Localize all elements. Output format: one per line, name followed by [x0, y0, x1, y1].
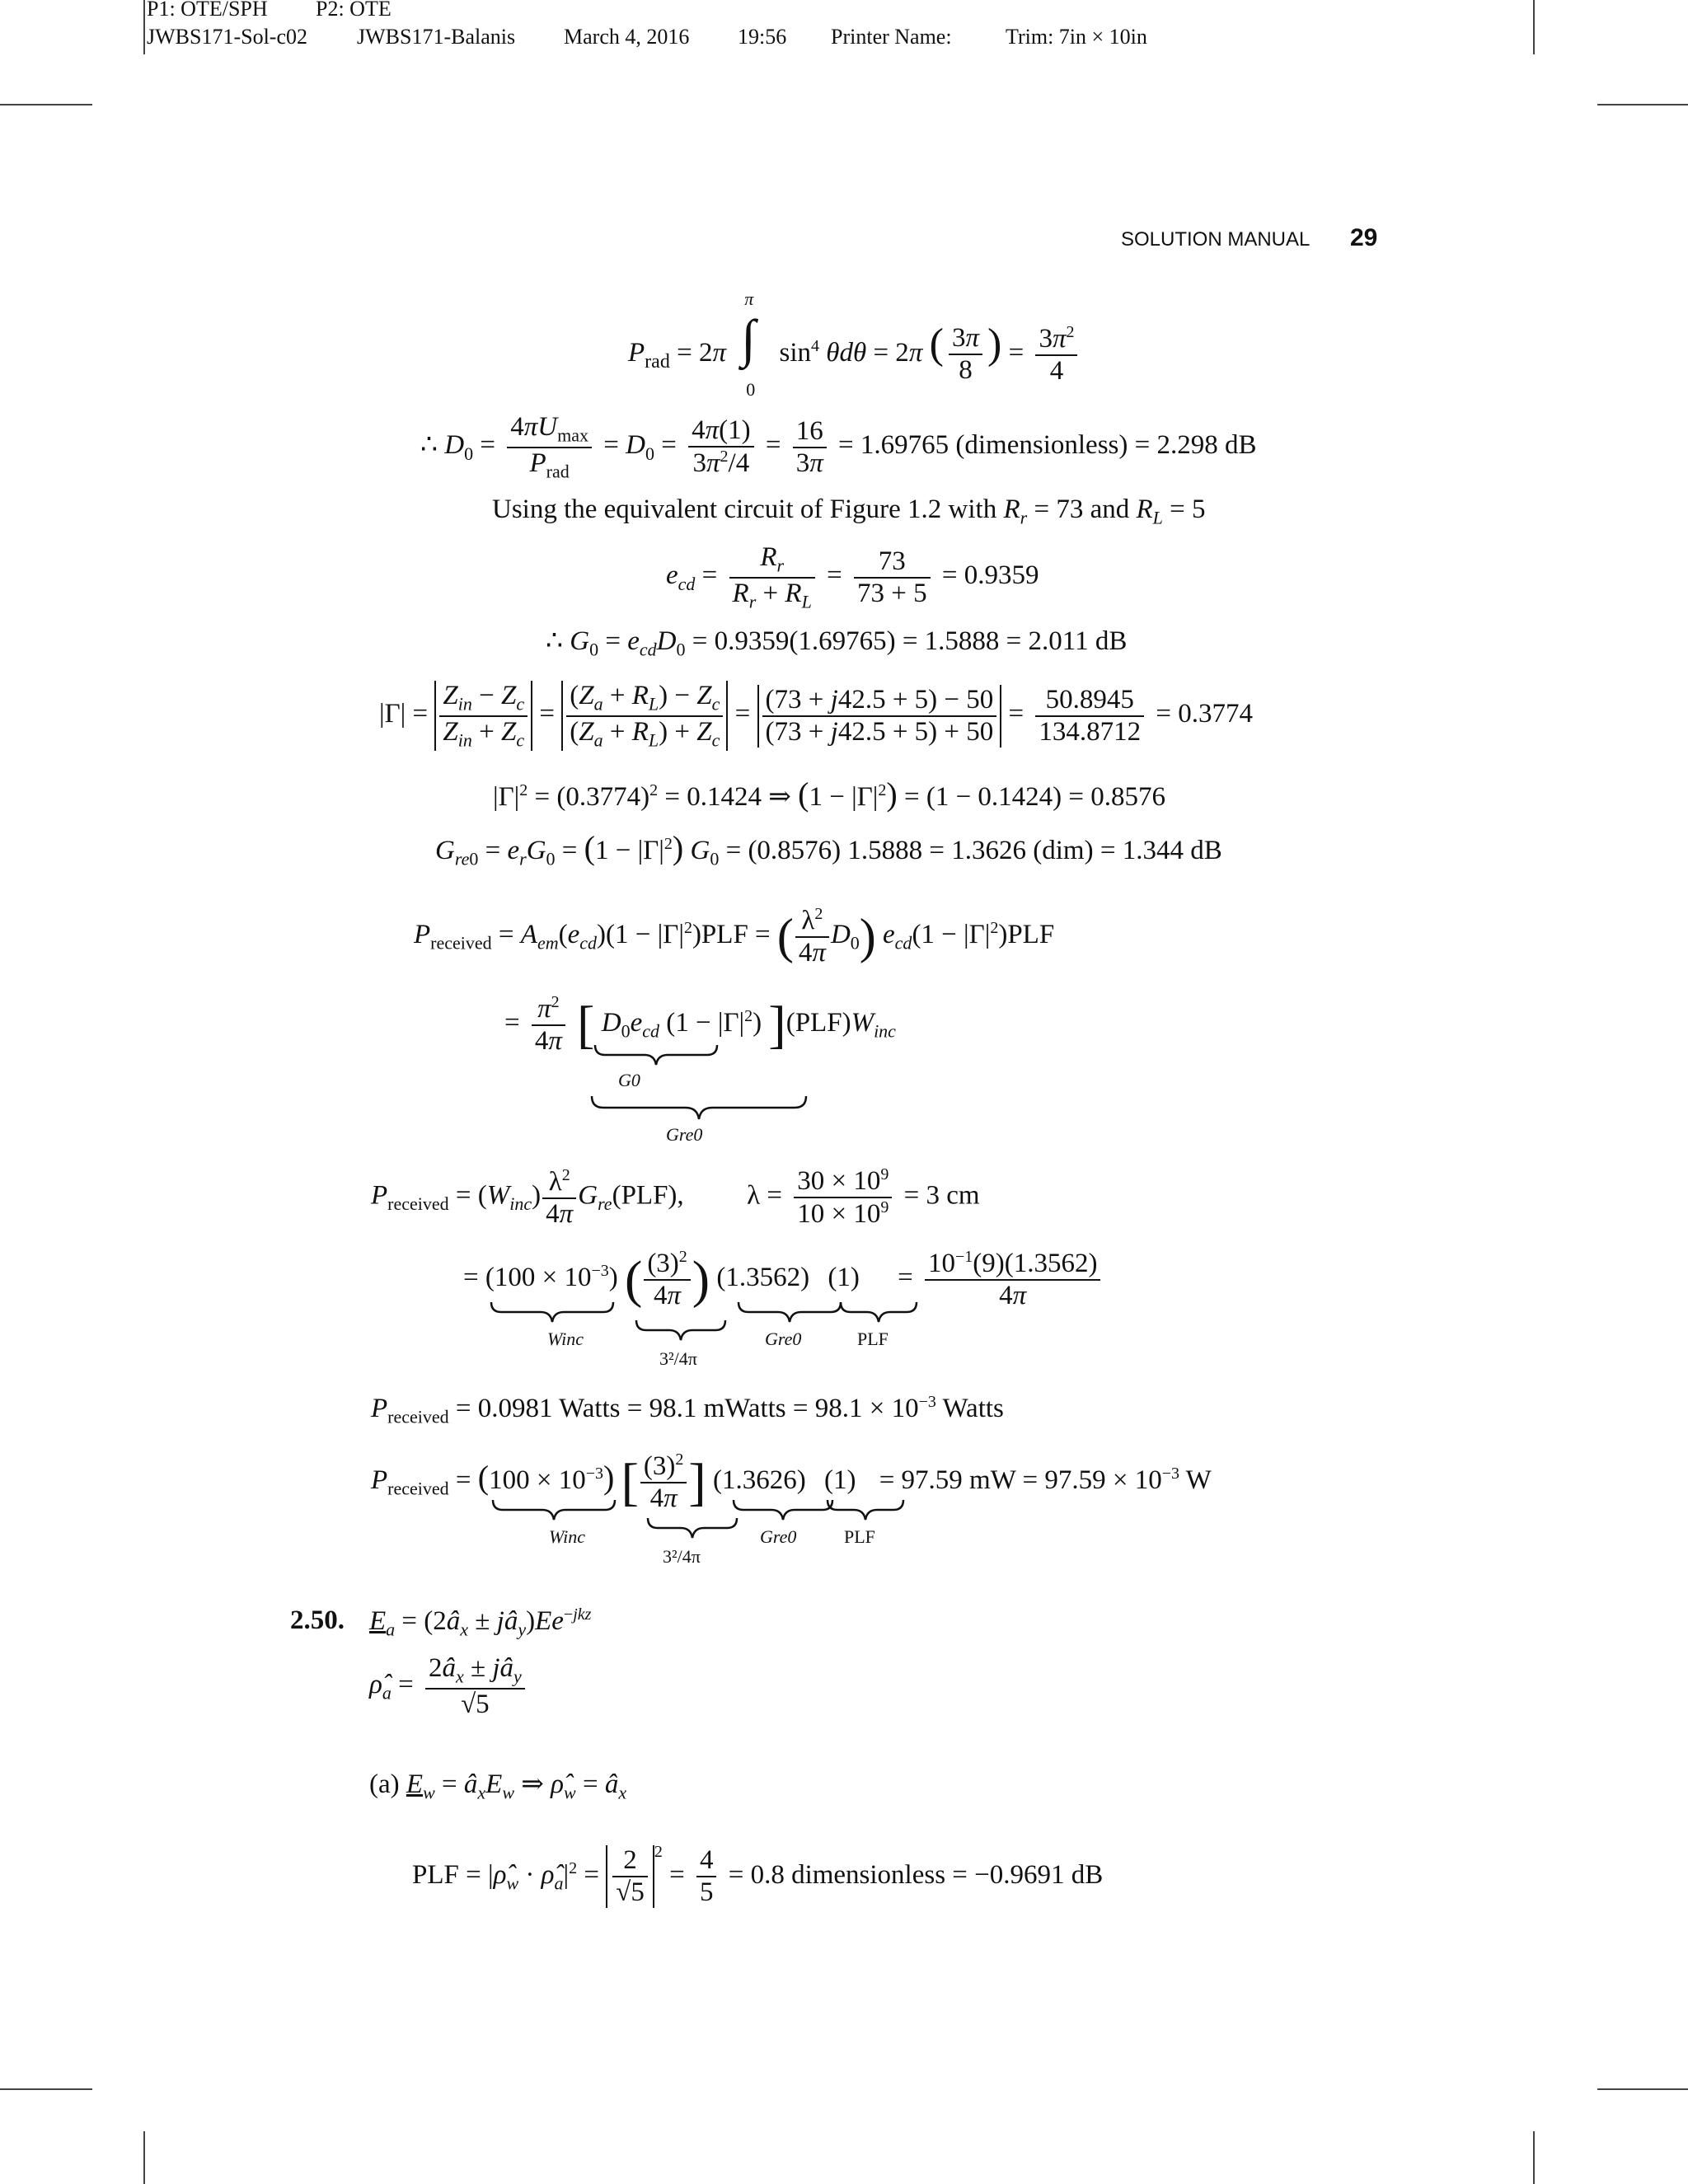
equation-gamma: |Γ| = $\frac{Z_{in} - Z_c}{Z_{in} + Z_c}$ = $\frac{(Z_a + R_L) - Z_c}{(Z_a + R_L) + Z_c}$ = $\frac{(73 + j42.5 + 5) - 50}{(73 + j42.5 + 5) + 50}$ = $\frac{50.8945}{134.8712}$ = 0.3774 [379, 681, 1254, 751]
equation-prec6: $P_{received} = (100 \times 10^{-3})$ [ $\frac{(3)^2}{4\pi}$ ] (1.3626) (1) = 97.59 mW = $97.59 \times 10^{-3}$ W [371, 1451, 1212, 1513]
header-p1: P1: OTE/SPH [147, 0, 268, 21]
brace-label-g0: G0 [618, 1070, 640, 1090]
equation-d0: ∴ $D_0$ = $\frac{4\pi U_{max}}{P_{rad}}$ = $D_0$ = $\frac{4\pi(1)}{3\pi^2/4}$ = $\frac{16}{3\pi}$ = 1.69765 (dimensionless) = 2.298 dB [420, 412, 1257, 482]
header-printer: Printer Name: [831, 25, 952, 49]
header-time: 19:56 [738, 25, 787, 49]
brace-label-winc2: Winc [549, 1526, 585, 1547]
page-number: 29 [1350, 224, 1378, 251]
equation-gamma-sq: $|\Gamma|^2 = (0.3774)^2 = 0.1424$ ⇒ $(1 - |\Gamma|^2) = (1 - 0.1424) = 0.8576$ [493, 776, 1166, 813]
equation-prec5: $P_{received} = 0.0981$ Watts = 98.1 mWatts = $98.1 \times 10^{-3}$ Watts [371, 1393, 1004, 1427]
brace-label-three-sq2: 3²/4π [663, 1546, 701, 1567]
equation-prec2: = $\frac{\pi^2}{4\pi}$ [ $D_0e_{cd}$ $(1 - |\Gamma|^2)$ ]$(PLF)W_{inc}$ [504, 993, 896, 1056]
brace-label-plf: PLF [857, 1329, 889, 1349]
brace-label-three-sq: 3²/4π [659, 1348, 697, 1369]
equation-g0: ∴ $G_0 = e_{cd}D_0 = 0.9359(1.69765) = 1.5888 = 2.011$ dB [546, 626, 1128, 660]
equation-prec1: $P_{received} = A_{em}(e_{cd})(1 - |\Gamma|^2)PLF$ = ( $\frac{\lambda^2}{4\pi}$ $D_0$) $e_{cd}(1 - |\Gamma|^2)PLF$ [414, 905, 1055, 968]
running-head-label: SOLUTION MANUAL [1121, 228, 1311, 251]
header-file: JWBS171-Sol-c02 [147, 25, 307, 49]
equation-plf: PLF = $|\rhô_w$ · $\rhô_a|^2$ = $\frac{2}{√5}$ $^2$ = $\frac{4}{5}$ = 0.8 dimensionless = −0.9691 dB [412, 1843, 1104, 1908]
equation-prad: $P_{rad} = 2\pi$ π ∫ 0 $\sin^4 \theta d\theta = 2\pi$ ( $\frac{3\pi}{8}$ ) = $\frac{3\pi^2}{4}$ [628, 297, 1082, 396]
equation-ecd: $e_{cd}$ = $\frac{R_r}{R_r + R_L}$ = $\frac{73}{73 + 5}$ = 0.9359 [666, 542, 1039, 612]
header-trim: Trim: 7in × 10in [1006, 25, 1147, 49]
header-book: JWBS171-Balanis [357, 25, 516, 49]
brace-label-gre0-c: Gre0 [760, 1526, 797, 1547]
header-p2: P2: OTE [316, 0, 392, 21]
header-date: March 4, 2016 [564, 25, 690, 49]
equation-gre0: $G_{re0} = e_rG_0 = (1 - |\Gamma|^2) G_0 = (0.8576) 1.5888 = 1.3626$ (dim) = 1.344 dB [435, 829, 1222, 869]
equation-ea: $E_a$ = ($2â_x$ ± $jâ_y)Ee^{-jkz}$ [369, 1605, 592, 1640]
brace-label-winc: Winc [547, 1329, 584, 1349]
problem-number: 2.50. [290, 1605, 345, 1635]
circuit-text: Using the equivalent circuit of Figure 1.2 with $R_r = 73$ and $R_L = 5$ [492, 494, 1206, 528]
brace-label-plf2: PLF [844, 1526, 875, 1547]
equation-prec4: = $(100 \times 10^{-3})$ ( $\frac{(3)^2}{4\pi}$ ) (1.3562) (1) = $\frac{10^{-1}(9)(1.3562)}{4\pi}$ [463, 1248, 1105, 1311]
equation-part-a: (a) $E_w$ = $â_xE_w$ ⇒ $\rhô_w$ = $â_x$ [369, 1769, 627, 1803]
brace-label-gre0-b: Gre0 [765, 1329, 802, 1349]
equation-rho-a: $\rhô_a$ = $\frac{2â_x \pm jâ_y}{√5}$ [369, 1653, 530, 1720]
brace-label-gre0: Gre0 [666, 1124, 703, 1145]
equation-prec3: $P_{received} = (W_{inc})$ $\frac{\lambda^2}{4\pi}$ $G_{re}(PLF)$, λ = $\frac{30 \times 10^9}{10 \times 10^9}$ = 3 cm [371, 1165, 980, 1229]
